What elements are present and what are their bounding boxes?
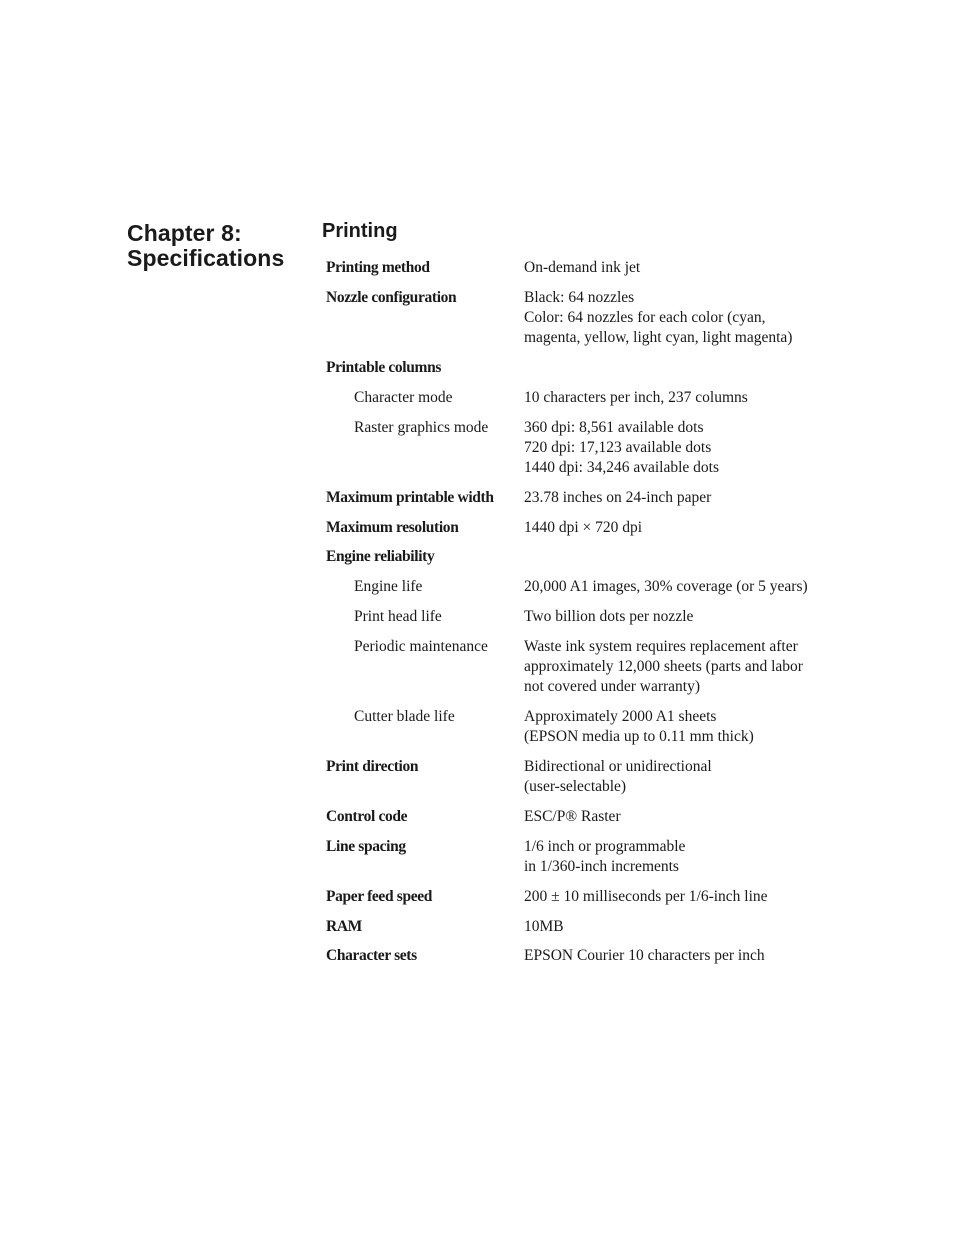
spec-value: [524, 577, 846, 597]
spec-value-line: Approximately 2000 A1 sheets: [524, 707, 717, 725]
spec-value-line: 200 ± 10 milliseconds per 1/6-inch line: [524, 887, 768, 905]
spec-row: [326, 388, 846, 408]
spec-row: [326, 418, 846, 479]
spec-label: Maximum printable width: [326, 488, 494, 506]
spec-sublabel: Periodic maintenance: [354, 637, 488, 655]
spec-value: [524, 358, 846, 378]
spec-value: [524, 258, 846, 278]
spec-label: Control code: [326, 807, 408, 825]
spec-row: [326, 518, 846, 538]
spec-value: [524, 288, 846, 349]
spec-sublabel: Character mode: [354, 388, 453, 406]
spec-label: Paper feed speed: [326, 887, 433, 905]
spec-value-line: (EPSON media up to 0.11 mm thick): [524, 728, 754, 746]
spec-sublabel: Raster graphics mode: [354, 418, 489, 436]
spec-value: [524, 418, 846, 479]
spec-label: Printable columns: [326, 359, 442, 376]
spec-row: [326, 837, 846, 877]
spec-label: Line spacing: [326, 837, 406, 855]
spec-value: [524, 388, 846, 408]
spec-row: [326, 757, 846, 797]
spec-value: [524, 488, 846, 508]
spec-value-line: 1440 dpi × 720 dpi: [524, 518, 643, 536]
spec-row: [326, 358, 846, 378]
chapter-title: [127, 221, 284, 271]
spec-sublabel: Cutter blade life: [354, 707, 455, 725]
spec-value-line: Two billion dots per nozzle: [524, 607, 694, 625]
spec-label: Character sets: [326, 947, 417, 965]
spec-label: RAM: [326, 917, 362, 935]
spec-value-line: 10MB: [524, 917, 564, 935]
spec-value: [524, 917, 846, 937]
spec-value-line: not covered under warranty): [524, 678, 701, 696]
spec-value: [524, 637, 846, 698]
spec-row: [326, 577, 846, 597]
spec-row: [326, 637, 846, 698]
spec-row: [326, 607, 846, 627]
spec-value-line: On-demand ink jet: [524, 259, 641, 276]
spec-label: Nozzle configuration: [326, 288, 457, 306]
spec-value-line: magenta, yellow, light cyan, light magenta): [524, 329, 793, 347]
chapter-name: Specifications: [127, 245, 285, 271]
spec-label: Engine reliability: [326, 548, 435, 566]
spec-value-line: 10 characters per inch, 237 columns: [524, 388, 748, 406]
spec-value: [524, 807, 846, 827]
spec-label: Printing method: [326, 259, 430, 276]
spec-row: [326, 946, 846, 966]
spec-value-line: 1/6 inch or programmable: [524, 837, 686, 855]
spec-value: [524, 518, 846, 538]
spec-value: [524, 837, 846, 877]
spec-label: Maximum resolution: [326, 518, 459, 536]
spec-row: [326, 887, 846, 907]
spec-value-line: (user-selectable): [524, 778, 627, 796]
spec-value-line: 360 dpi: 8,561 available dots: [524, 418, 704, 436]
spec-value: [524, 946, 846, 966]
spec-label: Print direction: [326, 757, 419, 775]
spec-row: [326, 707, 846, 747]
spec-value-line: in 1/360-inch increments: [524, 857, 679, 875]
spec-sublabel: Print head life: [354, 607, 442, 625]
spec-value: [524, 887, 846, 907]
spec-value: [524, 607, 846, 627]
spec-value-line: 1440 dpi: 34,246 available dots: [524, 459, 720, 476]
spec-sublabel: Engine life: [354, 578, 423, 596]
spec-value: [524, 707, 846, 747]
spec-row: [326, 288, 846, 349]
spec-value-line: approximately 12,000 sheets (parts and labor: [524, 657, 803, 675]
spec-row: [326, 547, 846, 567]
spec-value-line: EPSON Courier 10 characters per inch: [524, 947, 765, 965]
spec-row: [326, 258, 846, 278]
spec-value-line: ESC/P® Raster: [524, 807, 621, 825]
spec-row: [326, 917, 846, 937]
spec-value-line: Color: 64 nozzles for each color (cyan,: [524, 309, 766, 326]
spec-value-line: Bidirectional or unidirectional: [524, 757, 712, 775]
chapter-number: Chapter 8:: [127, 220, 242, 246]
spec-value: [524, 547, 846, 567]
section-title: Printing: [322, 220, 398, 242]
spec-value-line: Waste ink system requires replacement after: [524, 637, 798, 655]
spec-row: [326, 488, 846, 508]
spec-table: [326, 258, 846, 976]
spec-value: [524, 757, 846, 797]
spec-value-line: 20,000 A1 images, 30% coverage (or 5 years): [524, 578, 808, 596]
spec-row: [326, 807, 846, 827]
spec-value-line: 23.78 inches on 24-inch paper: [524, 488, 712, 506]
spec-value-line: 720 dpi: 17,123 available dots: [524, 438, 712, 456]
spec-value-line: Black: 64 nozzles: [524, 288, 635, 306]
